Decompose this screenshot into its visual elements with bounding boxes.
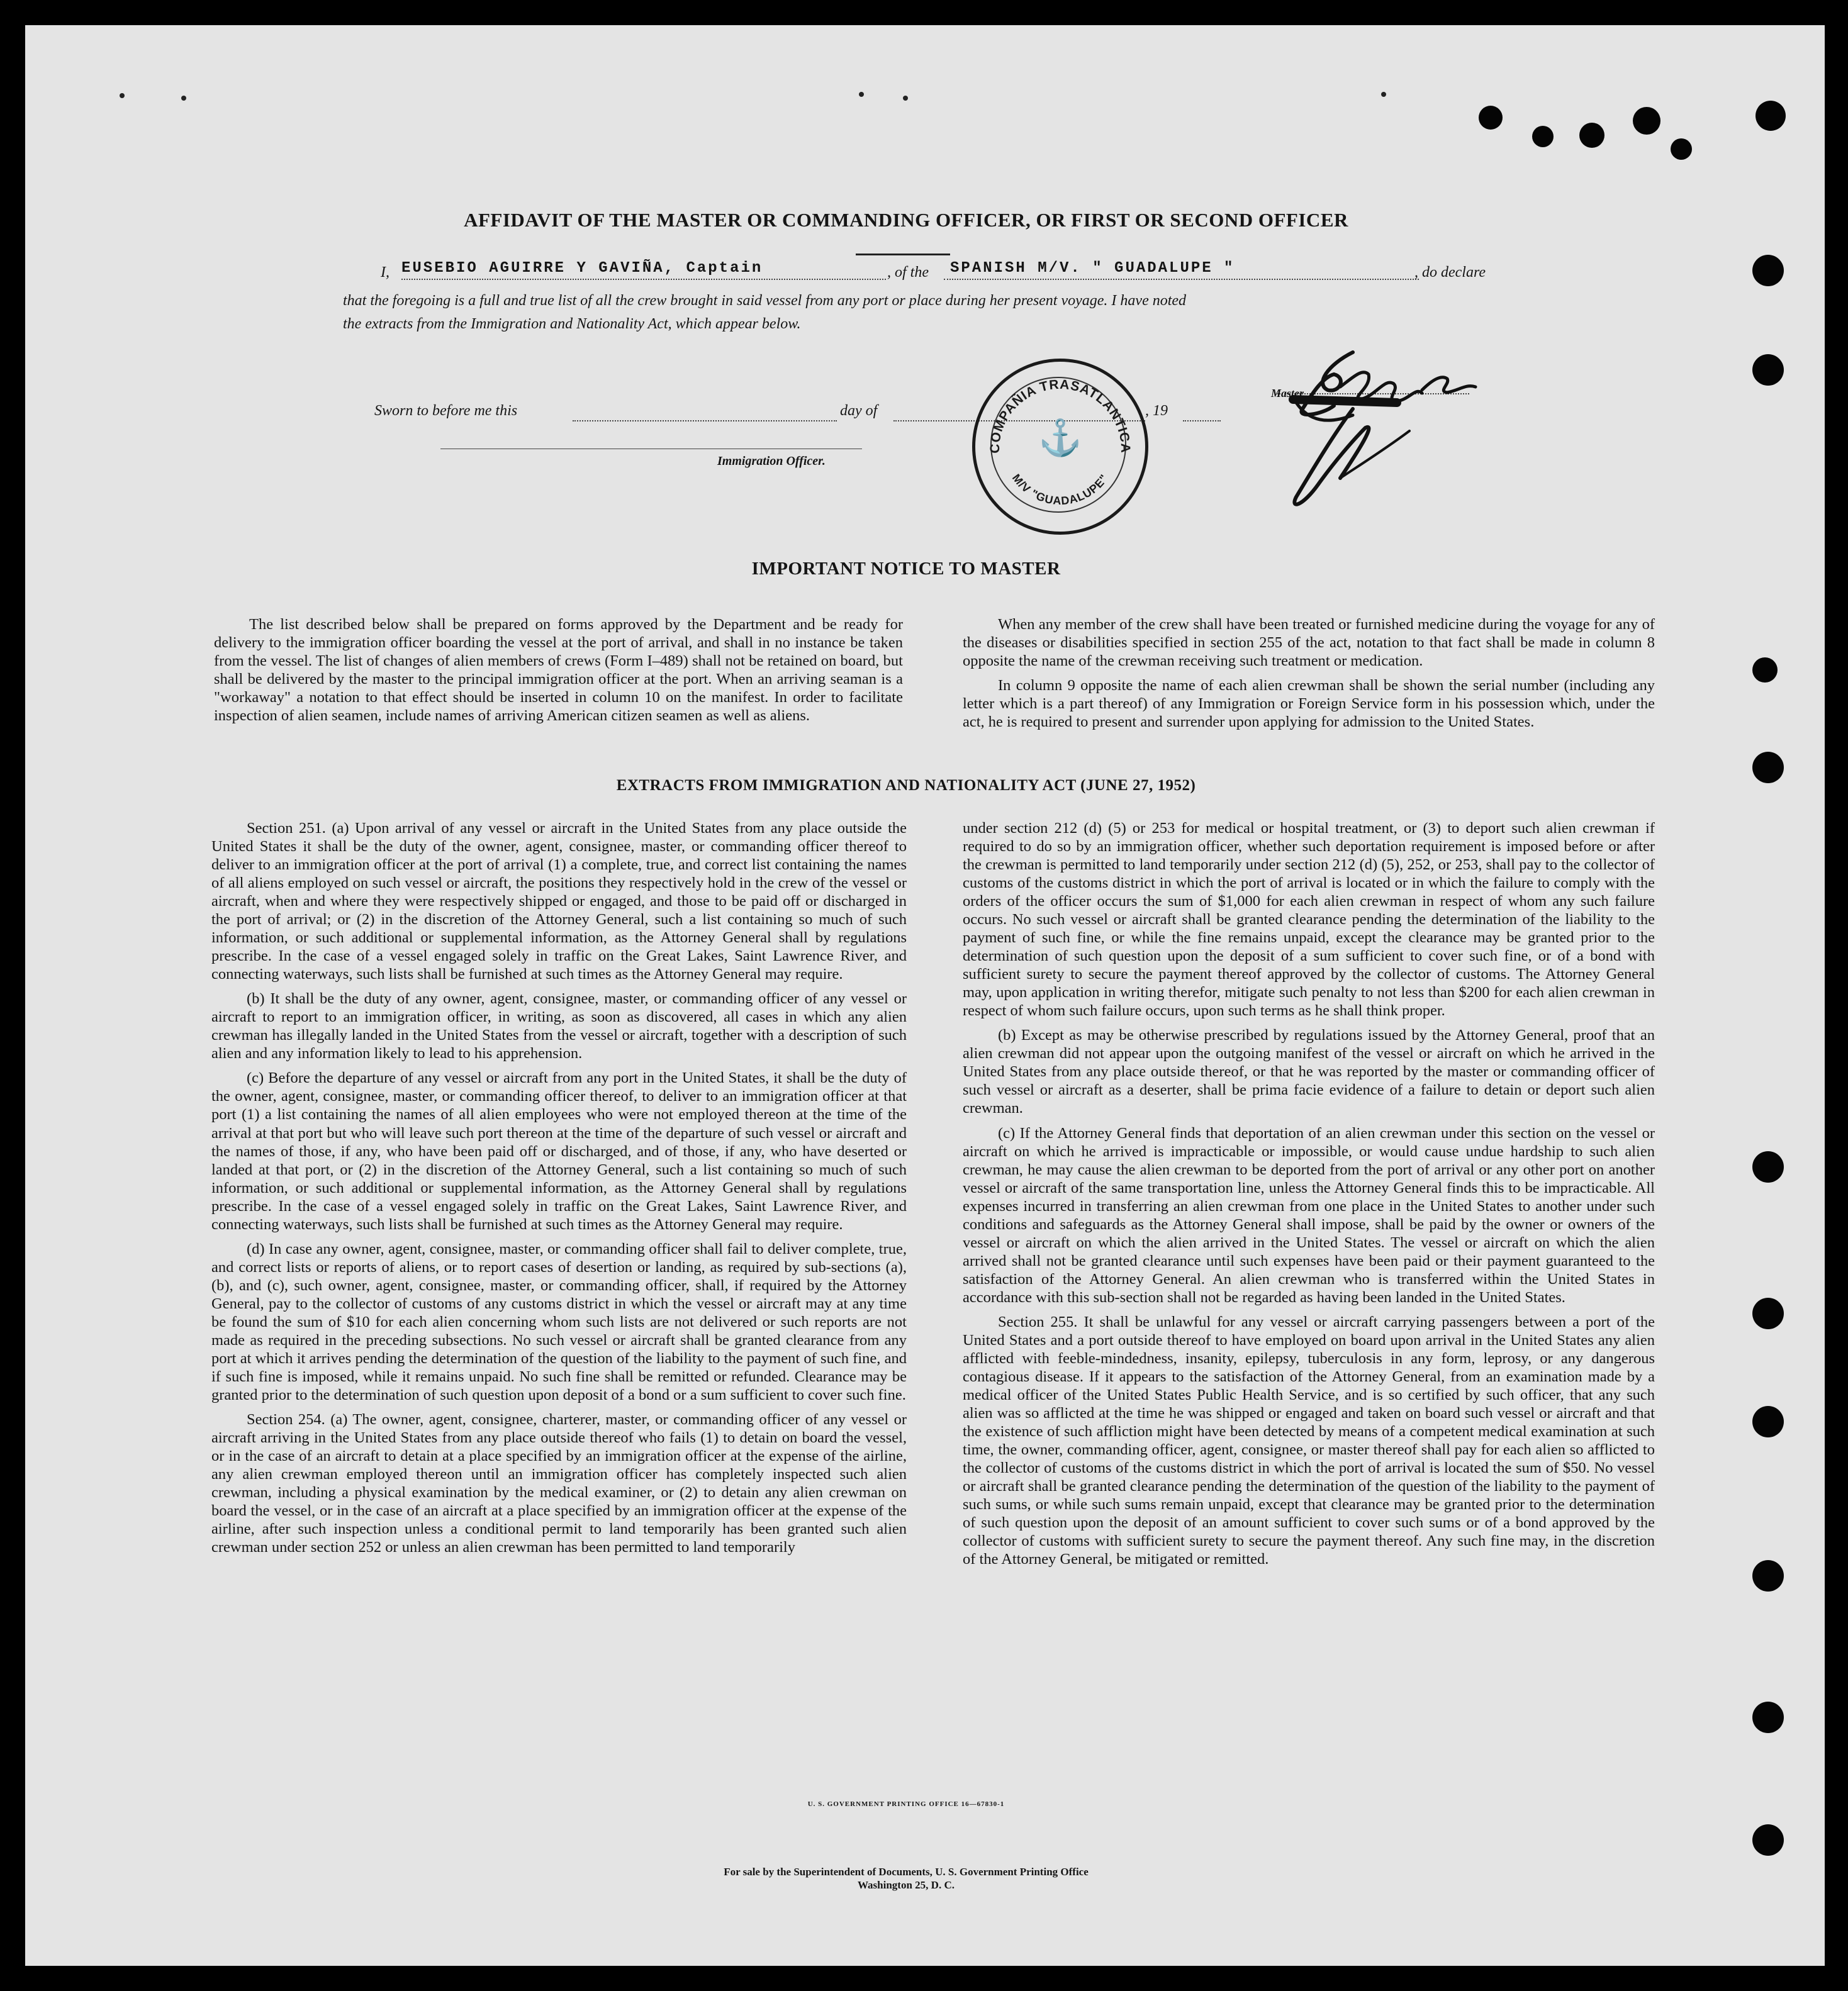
svg-text:COMPAÑIA TRASATLANTICA: COMPAÑIA TRASATLANTICA [987, 377, 1133, 454]
extracts-right-column [963, 819, 1655, 1575]
declarant-prefix: I, [381, 264, 389, 281]
sale-line-2: Washington 25, D. C. [858, 1879, 955, 1892]
immigration-officer-label: Immigration Officer. [717, 454, 826, 468]
notice-paragraph: In column 9 opposite the name of each alien crewman shall be shown the serial number (including any letter which is a part thereof) of any Immigration or Foreign Service form in his possession which, under the act, he is required to present and surrender upon applying for admission to the United States. [963, 677, 1655, 731]
sale-notice [591, 1865, 1221, 1892]
company-seal [972, 359, 1148, 535]
punch-hole [1752, 752, 1784, 783]
punch-hole [1579, 123, 1604, 148]
anchor-icon: ⚓ [1038, 419, 1082, 458]
punch-hole [1752, 1824, 1784, 1856]
speck [181, 96, 186, 101]
punch-hole [1532, 126, 1554, 147]
punch-hole [1752, 1298, 1784, 1329]
speck [1381, 92, 1386, 97]
punch-hole [1752, 1702, 1784, 1733]
notice-title: IMPORTANT NOTICE TO MASTER [751, 559, 1061, 579]
master-label: Master [1271, 387, 1304, 399]
extract-paragraph: Section 255. It shall be unlawful for any vessel or aircraft carrying passengers between a port of the United States and a port outside thereof to have employed on board upon arrival in the United States any alien afflicted with feeble-mindedness, insanity, epilepsy, tuberculosis in any form, leprosy, or any dangerous contagious disease. If it appears to the satisfaction of the Attorney General, from an examination made by a medical officer of the United States Public Health Service, and is so certified by such officer, that any such alien was so afflicted at the time he was shipped or engaged and taken on board such vessel or aircraft and that the existence of such affliction might have been detected by means of a competent medical examination at such time, the owner, commanding officer, agent, consignee, or master thereof shall pay for each alien so afflicted to the collector of customs of the customs district in which the port of arrival is located the sum of $50. No vessel or aircraft shall be granted clearance pending the determination of the question of the liability to the payment of such sums, or while such sums remain unpaid, except that clearance may be granted prior to the determination of such question upon the deposit of an amount sufficient to cover such sums or of a bond approved by the collector of customs with sufficient surety to secure the payment thereof. Any such fine may, in the discretion of the Attorney General, be mitigated or remitted. [963, 1313, 1655, 1568]
extract-paragraph: Section 254. (a) The owner, agent, consignee, charterer, master, or commanding officer of any vessel or aircraft arriving in the United States from any place outside thereof who fails (1) to detain on board the vessel, or in the case of an aircraft to detain at a place specified by an immigration officer at the expense of the airline, any alien crewman employed thereon until an immigration officer has completely inspected such alien crewman, including a physical examination by the medical examiner, or (2) to detain any alien crewman on board the vessel, or in the case of an aircraft at a place specified by an immigration officer at the expense of the airline, after such inspection unless a conditional permit to land temporarily has been granted such alien crewman under section 252 or unless an alien crewman has been permitted to land temporarily [211, 1410, 907, 1556]
extract-paragraph: under section 212 (d) (5) or 253 for medical or hospital treatment, or (3) to deport such alien crewman if required to do so by an immigration officer, whether such deportation requirement is imposed before or after the crewman is permitted to land temporarily under section 212 (d) (5), 252, or 253, shall pay to the collector of customs of the customs district in which the port of arrival is located or in which the failure to comply with the orders of the officer occurs the sum of $1,000 for each alien crewman in respect of whom any such failure occurs. No such vessel or aircraft shall be granted clearance pending the determination of the liability to the payment of such fine, or while the fine remains unpaid, except the clearance may be granted prior to the determination of such question upon the deposit of a sum sufficient to cover such fine, or of a bond with sufficient surety to secure the payment thereof approved by the collector of customs. The Attorney General may, upon application in writing therefor, mitigate such penalty to not less than $200 for each alien crewman in respect of whom such failure occurs, upon such terms as he shall think proper. [963, 820, 1655, 1020]
vessel-name-rule [944, 279, 1419, 280]
sworn-label: Sworn to before me this [374, 403, 518, 419]
extract-paragraph: (b) It shall be the duty of any owner, agent, consignee, master, or commanding officer of any vessel or aircraft to report to an immigration officer, in writing, as soon as discovered, all cases in which any alien crewman has illegally landed in the United States from the vessel or aircraft, together with a description of such alien and any information likely to lead to his apprehension. [211, 990, 907, 1062]
sworn-year-rule [1183, 420, 1221, 421]
printing-office-line: U. S. GOVERNMENT PRINTING OFFICE 16—67830-1 [807, 1800, 1005, 1808]
punch-hole [1752, 1151, 1784, 1183]
punch-hole [1671, 138, 1692, 160]
declarant-name-field: EUSEBIO AGUIRRE Y GAVIÑA, Captain [401, 260, 763, 277]
sworn-day-rule [573, 420, 837, 421]
master-signature [1258, 340, 1491, 519]
notice-right-column [963, 615, 1655, 737]
affidavit-title: AFFIDAVIT OF THE MASTER OR COMMANDING OFFICER, OR FIRST OR SECOND OFFICER [464, 209, 1348, 231]
notice-paragraph: When any member of the crew shall have been treated or furnished medicine during the voyage for any of the diseases or disabilities specified in section 255 of the act, notation to that fact shall be made in column 8 opposite the name of the crewman receiving such treatment or medication. [963, 616, 1655, 670]
speck [120, 93, 125, 98]
extract-paragraph: (c) Before the departure of any vessel or aircraft from any port in the United States, it shall be the duty of the owner, agent, consignee, master, or commanding officer thereof, to deliver to an immigration officer at that port (1) a list containing the names of all alien employees who were not employed thereon at the time of the arrival at that port but who will leave such port thereon at the time of the departure of such vessel or aircraft and the names of those, if any, who have been paid off or discharged, and of those, if any, who have deserted or landed at that port, or (2) in the discretion of the Attorney General, such a list containing so much of such information, or such additional or supplemental information, as the Attorney General shall by regulations prescribe. In the case of a vessel engaged solely in traffic on the Great Lakes, Saint Lawrence River, and connecting waterways, such lists shall be furnished at such times as the Attorney General may require. [211, 1069, 907, 1233]
svg-text:M/V "GUADALUPE": M/V "GUADALUPE" [1009, 471, 1111, 508]
extract-paragraph: (d) In case any owner, agent, consignee, master, or commanding officer shall fail to deliver complete, true, and correct lists or reports of aliens, or to report cases of desertion or landing, as required by sub-sections (a), (b), and (c), such owner, agent, consignee, master, or commanding officer, shall, if required by the Attorney General, pay to the collector of customs of any customs district in which the vessel or aircraft may at any time be found the sum of $10 for each alien concerning whom such lists are not delivered or such reports are not made as required in the preceding subsections. No such vessel or aircraft shall be granted clearance from any port at which it arrives pending the determination of the question of the liability to the payment of such fine, and if such fine is imposed, while it remains unpaid. No such fine shall be remitted or refunded. Clearance may be granted prior to the determination of such question upon deposit of a bond or a sum sufficient to cover such fine. [211, 1240, 907, 1403]
notice-left-column [214, 615, 903, 731]
extract-paragraph: (b) Except as may be otherwise prescribed by regulations issued by the Attorney General, proof that an alien crewman did not appear upon the outgoing manifest of the vessel or aircraft on which he arrived in the United States from any place outside thereof, or that he was reported by the master or commanding officer of such vessel or aircraft as a deserter, shall be prima facie evidence of a failure to detain or deport such alien crewman. [963, 1027, 1655, 1117]
punch-hole [1752, 1406, 1784, 1437]
extracts-left-column [211, 819, 907, 1563]
declaration-statement-2: the extracts from the Immigration and Nationality Act, which appear below. [343, 316, 801, 332]
day-of-label: day of [840, 403, 878, 419]
declarant-name-rule [401, 279, 886, 280]
punch-hole [1479, 106, 1503, 130]
notice-paragraph: The list described below shall be prepared on forms approved by the Department and be ready for delivery to the immigration officer boarding the vessel at the port of arrival, and shall in no instance be taken from the vessel. The list of changes of alien members of crews (Form I–489) shall not be retained on board, but shall be delivered by the master to the principal immigration officer at the port. When an arriving seaman is a "workaway" a notation to that effect should be inserted in column 10 on the manifest. In order to facilitate inspection of alien seamen, include names of arriving American citizen seamen as well as aliens. [214, 616, 903, 725]
of-the-label: , of the [887, 264, 929, 281]
vessel-name-field: SPANISH M/V. " GUADALUPE " [950, 260, 1235, 277]
punch-hole [1752, 354, 1784, 386]
speck [903, 96, 908, 101]
punch-hole [1756, 101, 1786, 131]
title-rule [856, 254, 950, 255]
punch-hole [1752, 255, 1784, 286]
document-page [25, 25, 1825, 1966]
extracts-title: EXTRACTS FROM IMMIGRATION AND NATIONALITY ACT (JUNE 27, 1952) [616, 777, 1196, 794]
sale-line-1: For sale by the Superintendent of Documents, U. S. Government Printing Office [724, 1866, 1089, 1878]
punch-hole [1633, 107, 1660, 135]
punch-hole [1752, 1560, 1784, 1592]
punch-hole [1752, 657, 1778, 683]
speck [859, 92, 864, 97]
extract-paragraph: Section 251. (a) Upon arrival of any vessel or aircraft in the United States from any place outside the United States it shall be the duty of the owner, agent, consignee, master, or commanding officer thereof to deliver to an immigration officer at the port of arrival (1) a complete, true, and correct list containing the names of all aliens employed on such vessel or aircraft, the positions they respectively hold in the crew of the vessel or aircraft, when and where they were respectively shipped or engaged, and those to be paid off or discharged in the port of arrival; or (2) in the discretion of the Attorney General, such a list containing so much of such information, or such additional or supplemental information, as the Attorney General shall by regulations prescribe. In the case of a vessel engaged solely in traffic on the Great Lakes, Saint Lawrence River, and connecting waterways, such lists shall be furnished at such times as the Attorney General may require. [211, 820, 907, 983]
declaration-statement-1: that the foregoing is a full and true list of all the crew brought in said vessel from any port or place during her present voyage. I have noted [343, 293, 1187, 309]
do-declare-label: , do declare [1414, 264, 1486, 281]
extract-paragraph: (c) If the Attorney General finds that deportation of an alien crewman under this section on the vessel or aircraft on which he arrived is impracticable or impossible, or would cause undue hardship to such alien crewman, he may cause the alien crewman to be deported from the port of arrival or any other port on another vessel or aircraft of the same transportation line, unless the Attorney General finds this to be impracticable. All expenses incurred in transferring an alien crewman from one place in the United States to another under such conditions and safeguards as the Attorney General shall impose, shall be paid by the owner or owners of the vessel or aircraft on which the alien arrived in the United States. The vessel or aircraft on which the alien arrived shall not be granted clearance until such expenses have been paid or their payment guaranteed to the satisfaction of the Attorney General. An alien crewman who is transferred within the United States in accordance with this sub-section shall not be regarded as having been landed in the United States. [963, 1124, 1655, 1306]
year-label: , 19 [1145, 403, 1168, 419]
